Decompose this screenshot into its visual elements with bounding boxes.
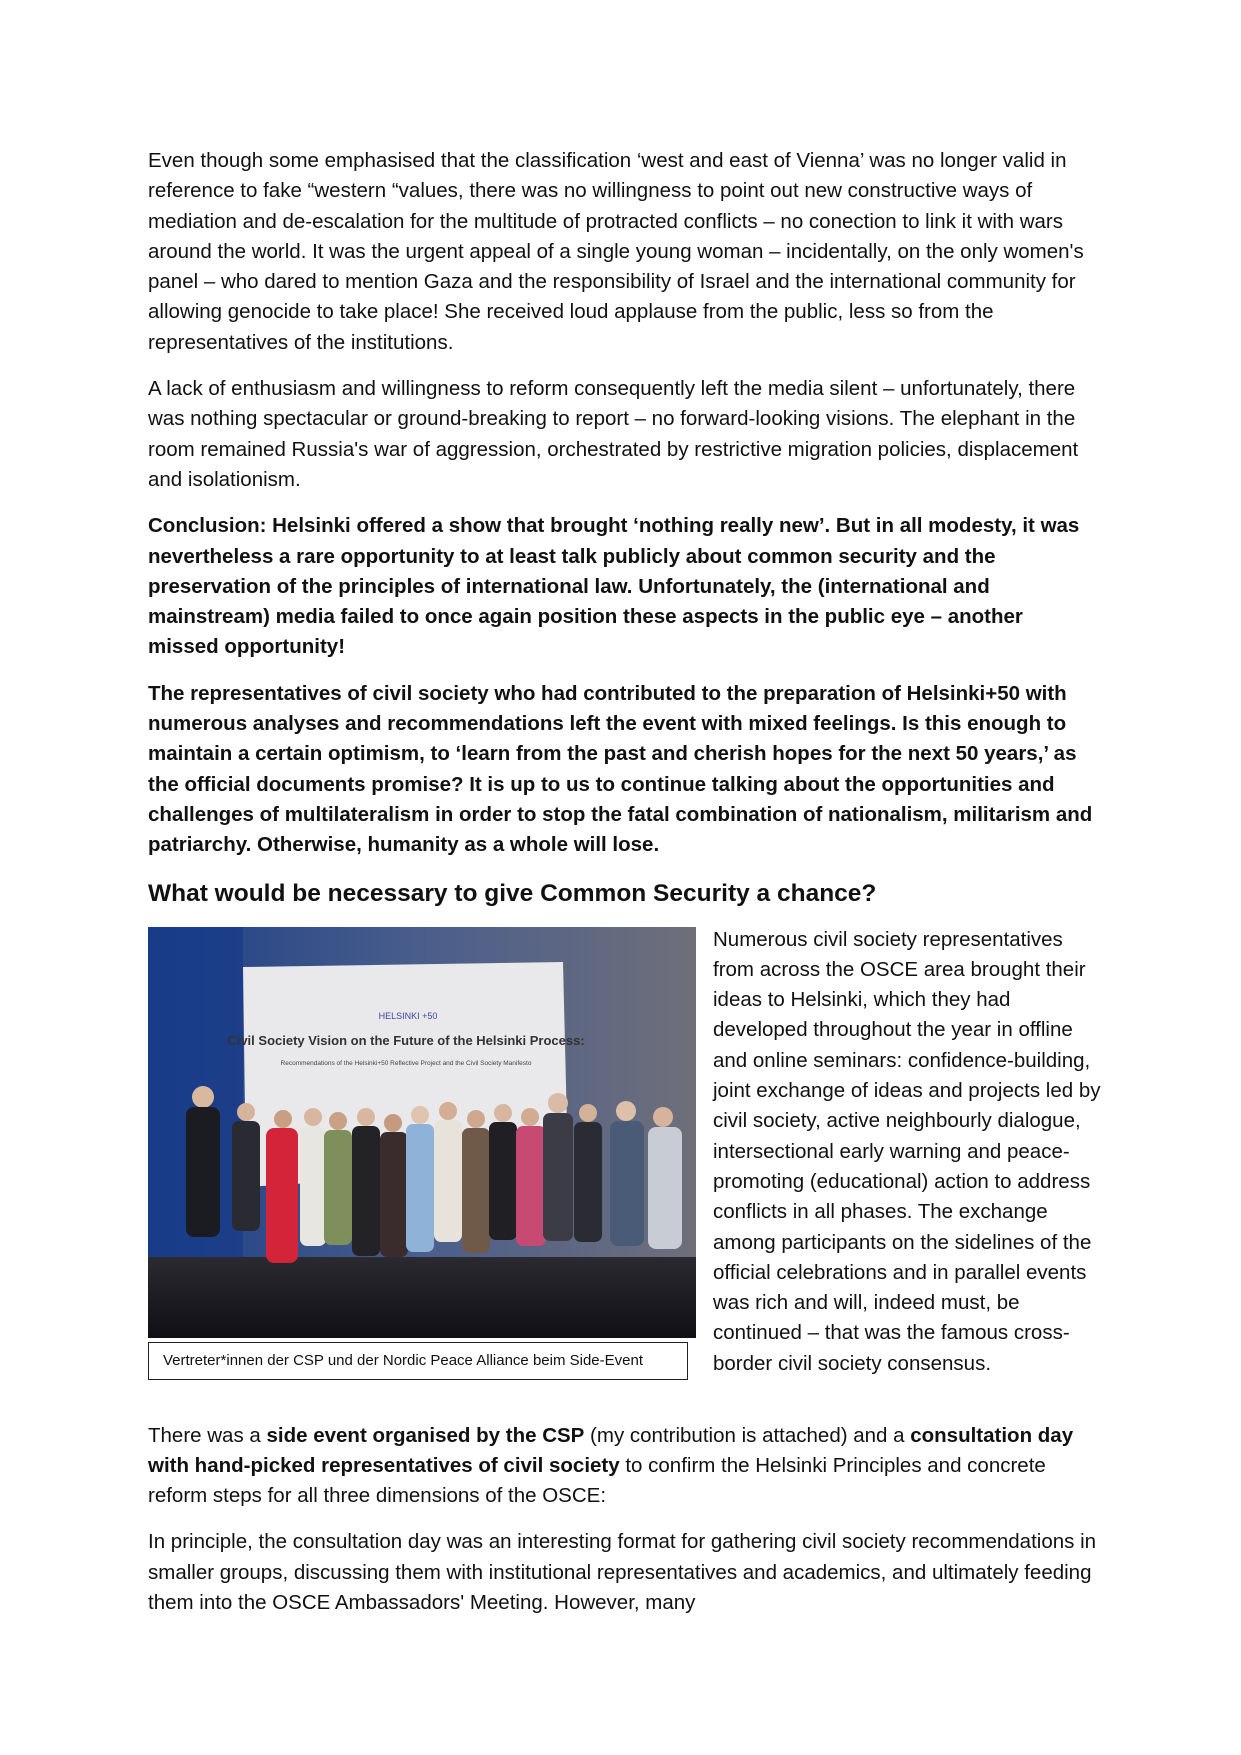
civil-society-paragraph: The representatives of civil society who had contributed to the preparation of Helsinki+50 with numerous analyses and recommendations left the event with mixed feelings. Is this enough to maintain a certain optimism, to ‘learn from the past and cherish hopes for the next 50 years,’ as the official documents promise? It is up to us to continue talking about the opportunities and challenges of multilateralism in order to stop the fatal combination of nationalism, militarism and patriarchy. Otherwise, humanity as a whole will lose.: [148, 681, 1093, 857]
side-paragraph: Numerous civil society representatives from across the OSCE area brought their ideas to Helsinki, which they had developed throughout the year in offline and online seminars: confidence-building, joint exchange of ideas and projects led by civil society, active neighbourly dialogue, intersectional early warning and peace-promoting (educational) action to address conflicts in all phases. The exchange among participants on the sidelines of the official celebrations and in parallel events was rich and will, indeed must, be continued – that was the famous cross-border civil society consensus.: [713, 927, 1101, 1375]
screen-logo-text: HELSINKI +50: [378, 1010, 438, 1021]
text-run: (my contribution is attached) and a: [584, 1423, 911, 1447]
paragraph: Even though some emphasised that the classification ‘west and east of Vienna’ was no longer valid in reference to fake “western “values, there was no willingness to point out new constructive ways of mediation and de-escalation for the multitude of protracted conflicts – no conection to link it with wars around the world. It was the urgent appeal of a single young woman – incidentally, on the only women's panel – who dared to mention Gaza and the responsibility of Israel and the international community for allowing genocide to take place! She received loud applause from the public, less so from the representatives of the institutions.: [148, 149, 1084, 354]
paragraph: A lack of enthusiasm and willingness to reform consequently left the media silent – unfortunately, there was nothing spectacular or ground-breaking to report – no forward-looking visions. The elephant in the room remained Russia's war of aggression, orchestrated by restrictive migration policies, displacement and isolationism.: [148, 377, 1079, 491]
screen-title: Civil Society Vision on the Future of the Helsinki Process:: [227, 1032, 585, 1048]
side-event-paragraph: [148, 1421, 1098, 1512]
section-heading: What would be necessary to give Common Security a chance?: [148, 879, 877, 907]
text-run: to confirm the Helsinki Principles and concrete reform steps for all three dimensions of the OSCE:: [148, 1453, 1046, 1508]
group-photo: [148, 927, 696, 1338]
bold-run: consultation day with hand-picked representatives of civil society: [148, 1423, 1074, 1477]
conclusion-paragraph: Conclusion: Helsinki offered a show that brought ‘nothing really new’. But in all modesty, it was nevertheless a rare opportunity to at least talk publicly about common security and the preservation of the principles of international law. Unfortunately, the (international and mainstream) media failed to once again position these aspects in the public eye – another missed opportunity!: [148, 514, 1080, 659]
photo-column: [148, 927, 698, 1380]
bold-run: side event organised by the CSP: [266, 1423, 585, 1447]
document-page: [148, 146, 1101, 1634]
text-run: There was a: [148, 1423, 267, 1447]
consultation-paragraph: In principle, the consultation day was an interesting format for gathering civil society recommendations in smaller groups, discussing them with institutional representatives and academics, and ultimately feeding them into the OSCE Ambassadors' Meeting. However, many: [148, 1530, 1097, 1615]
screen-subtitle: Recommendations of the Helsinki+50 Reflective Project and the Civil Society Manifesto: [280, 1059, 532, 1067]
photo-caption: Vertreter*innen der CSP und der Nordic Peace Alliance beim Side-Event: [148, 1342, 688, 1380]
figure-row: [148, 925, 1101, 1405]
side-text-column: [713, 925, 1103, 1379]
